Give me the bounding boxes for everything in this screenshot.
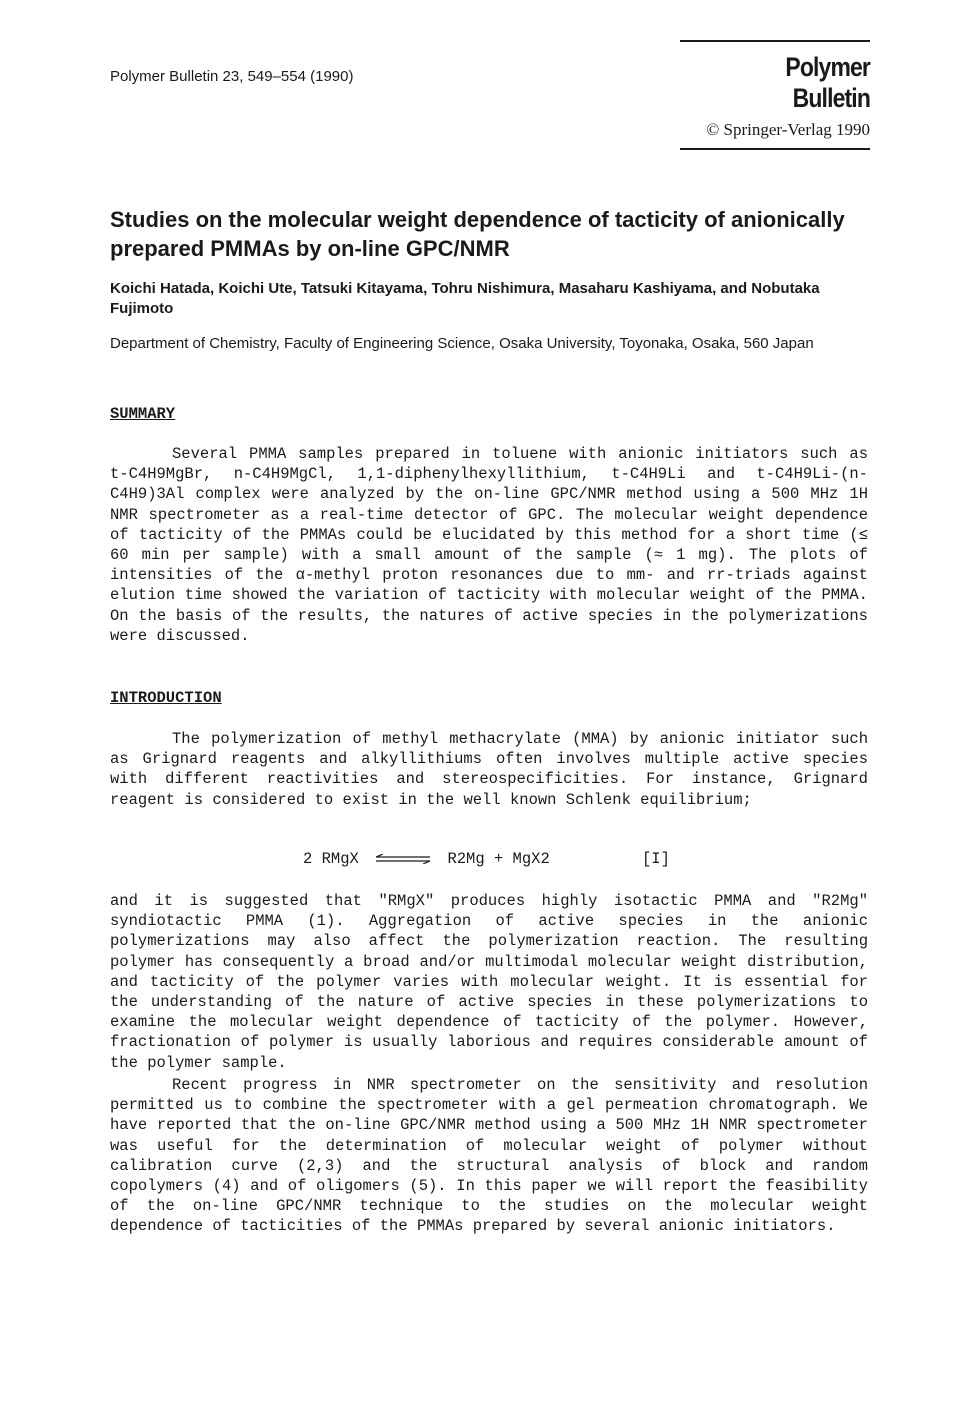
introduction-paragraph-3: Recent progress in NMR spectrometer on the sensitivity and resolution permitted us to combine the spectrometer with a gel permeation chromatograph. We have reported that the on-line GPC/NMR method using a 500 MHz 1H NMR spectrometer was useful for the determination of molecular weight of polymer without calibration curve (2,3) and the structural analysis of block and random copolymers (4) and of oligomers (5). In this paper we will report the feasibility of the on-line GPC/NMR technique to the studies on the molecular weight dependence of tacticities of the PMMAs prepared by several anionic initiators. <box>110 1076 868 1236</box>
equilibrium-arrow-icon <box>374 854 432 864</box>
introduction-paragraph-1: The polymerization of methyl methacrylate (MMA) by anionic initiator such as Grignard reagents and alkyllithiums often involves multiple active species with different reactivities and stereospecificities. For instance, Grignard reagent is considered to exist in the well known Schlenk equilibrium; <box>110 730 868 809</box>
equation-right-side: R2Mg + MgX2 <box>447 850 550 868</box>
equation-left-side: 2 RMgX <box>303 850 359 868</box>
affiliation: Department of Chemistry, Faculty of Engineering Science, Osaka University, Toyonaka, Osaka, 560 Japan <box>110 335 814 352</box>
summary-heading: SUMMARY <box>110 405 176 423</box>
article-title: Studies on the molecular weight dependence of tacticity of anionically prepared PMMAs by on-line GPC/NMR <box>110 207 845 261</box>
equation-number: [I] <box>642 850 670 868</box>
publisher-copyright: © Springer-Verlag 1990 <box>706 120 870 139</box>
introduction-paragraph-2: and it is suggested that "RMgX" produces highly isotactic PMMA and "R2Mg" syndiotactic PMMA (1). Aggregation of active species in the anionic polymerizations may also affect the polymerization reaction. The resulting polymer has consequently a broad and/or multimodal molecular weight distribution, and tacticity of the polymer varies with molecular weight. It is essential for the understanding of the nature of active species in these polymerizations to examine the molecular weight dependence of tacticity of the polymer. However, fractionation of polymer is usually laborious and requires considerable amount of the polymer sample. <box>110 892 868 1072</box>
journal-masthead <box>680 40 870 150</box>
journal-name: Polymer Bulletin <box>785 52 870 113</box>
introduction-heading: INTRODUCTION <box>110 689 222 707</box>
citation-line: Polymer Bulletin 23, 549–554 (1990) <box>110 68 354 85</box>
masthead-bottom-rule <box>680 148 870 150</box>
summary-paragraph: Several PMMA samples prepared in toluene with anionic initiators such as t-C4H9MgBr, n-C4H9MgCl, 1,1-diphenylhexyllithium, t-C4H9Li and t-C4H9Li-(n-C4H9)3Al complex were analyzed by the on-line GPC/NMR method using a 500 MHz 1H NMR spectrometer as a real-time detector of GPC. The molecular weight dependence of tacticity of the PMMAs could be elucidated by this method for a short time (≤ 60 min per sample) with a small amount of the sample (≈ 1 mg). The plots of intensities of the α-methyl proton resonances due to mm- and rr-triads against elution time showed the variation of tacticity with molecular weight of the PMMA. On the basis of the results, the natures of active species in the polymerizations were discussed. <box>110 445 868 645</box>
schlenk-equation <box>303 850 550 868</box>
masthead-top-rule <box>680 40 870 42</box>
author-list: Koichi Hatada, Koichi Ute, Tatsuki Kitayama, Tohru Nishimura, Masaharu Kashiyama, and Nobutaka Fujimoto <box>110 280 820 317</box>
